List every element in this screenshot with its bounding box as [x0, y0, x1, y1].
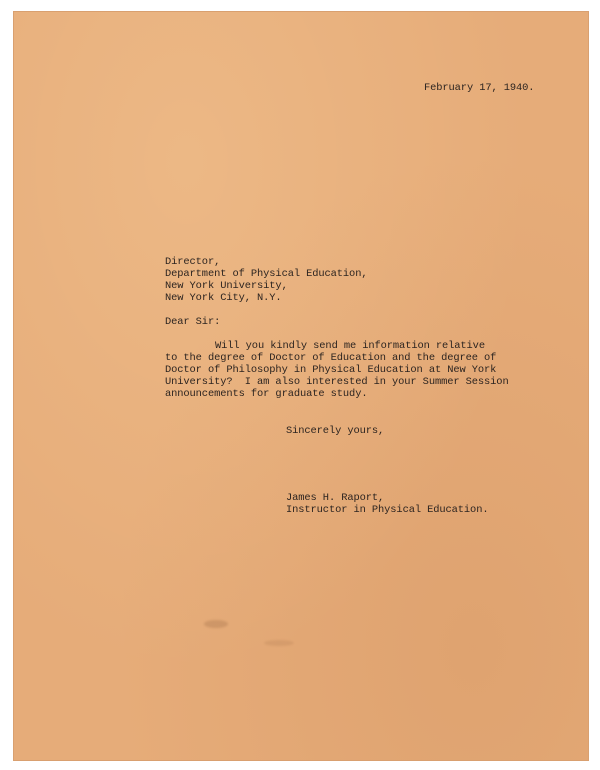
body-line: announcements for graduate study.	[165, 388, 368, 400]
letter-page	[14, 12, 588, 760]
paper-stain	[264, 640, 294, 646]
body-line: to the degree of Doctor of Education and the degree of	[165, 352, 497, 364]
signature-name: James H. Raport,	[286, 492, 385, 504]
addressee-line: Department of Physical Education,	[165, 268, 368, 280]
body-line: Will you kindly send me information relative	[215, 340, 485, 352]
addressee-line: Director,	[165, 256, 221, 268]
closing: Sincerely yours,	[286, 425, 385, 437]
paper-stain	[204, 620, 228, 628]
body-line: University? I am also interested in your Summer Session	[165, 376, 509, 388]
letter-date: February 17, 1940.	[424, 82, 535, 94]
signature-title: Instructor in Physical Education.	[286, 504, 489, 516]
salutation: Dear Sir:	[165, 316, 221, 328]
addressee-line: New York University,	[165, 280, 288, 292]
body-line: Doctor of Philosophy in Physical Education at New York	[165, 364, 497, 376]
addressee-line: New York City, N.Y.	[165, 292, 282, 304]
